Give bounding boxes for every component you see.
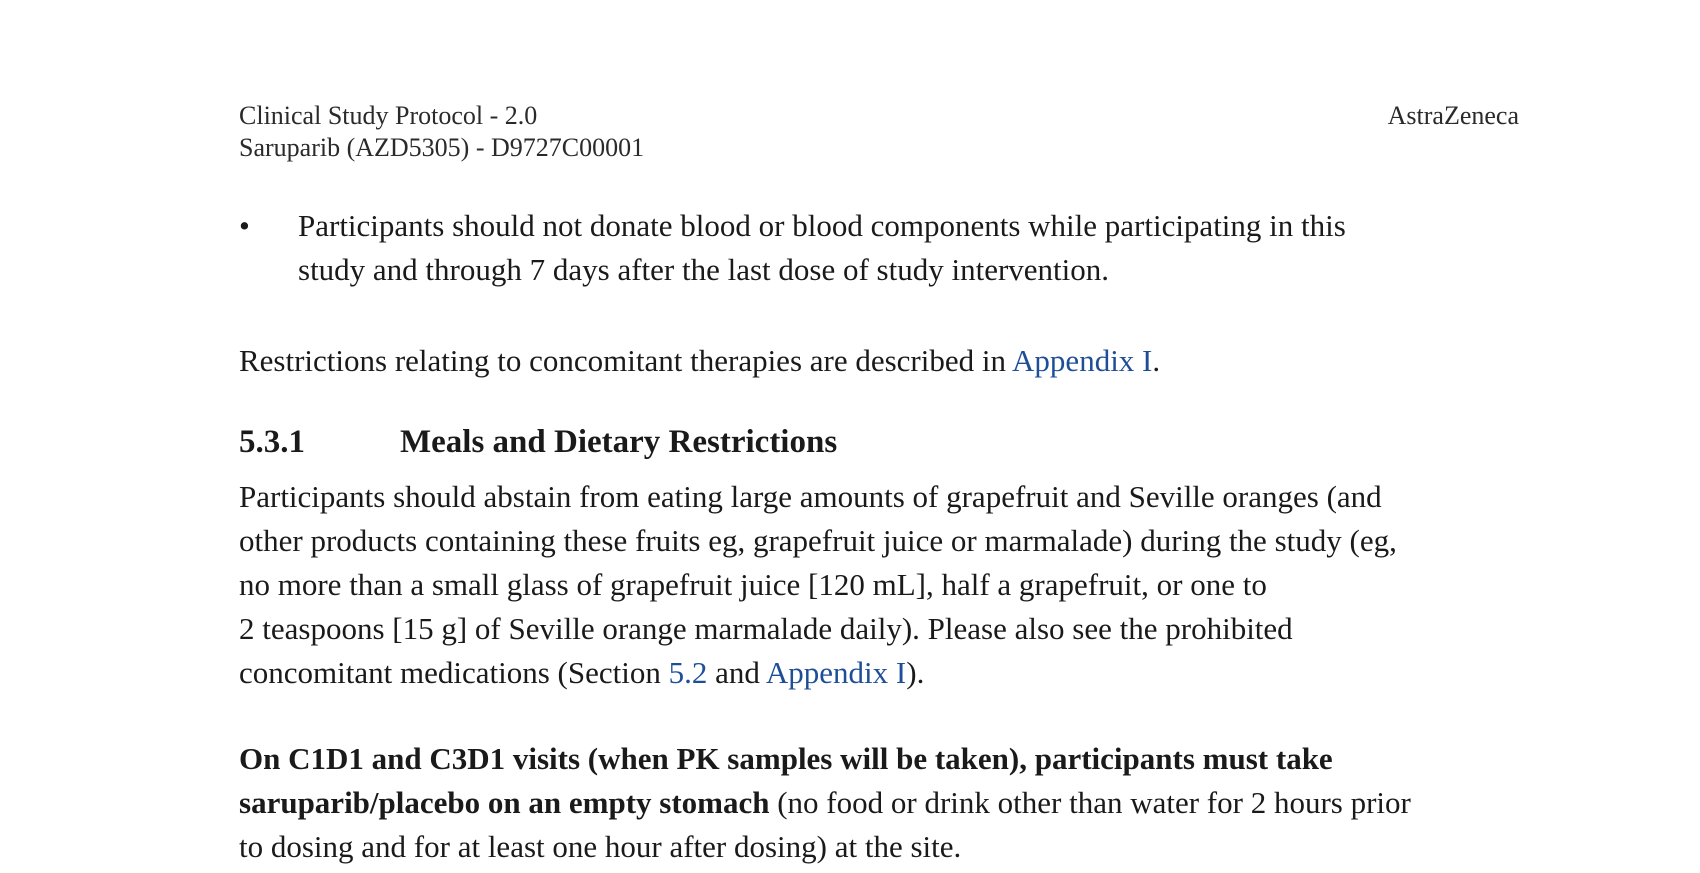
meals-line: Participants should abstain from eating large amounts of grapefruit and Seville oranges (and [239, 479, 1382, 514]
meals-line: no more than a small glass of grapefruit juice [120 mL], half a grapefruit, or one to [239, 567, 1267, 602]
bullet-icon: • [239, 208, 250, 243]
section-title: Meals and Dietary Restrictions [400, 424, 838, 460]
section-number: 5.3.1 [239, 424, 305, 460]
pk-paragraph [239, 737, 1529, 869]
meals-line [239, 651, 1529, 695]
section-heading [239, 420, 837, 464]
meals-paragraph [239, 475, 1529, 695]
restrictions-text: Restrictions relating to concomitant therapies are described in [239, 343, 1013, 378]
bullet-line: study and through 7 days after the last dose of study intervention. [298, 252, 1110, 287]
bullet-line: Participants should not donate blood or blood components while participating in this [298, 208, 1346, 243]
meals-text: and [707, 655, 766, 690]
meals-line: other products containing these fruits eg, grapefruit juice or marmalade) during the study (eg, [239, 523, 1397, 558]
pk-text: (no food or drink other than water for 2 hours prior [769, 785, 1411, 820]
pk-line [239, 781, 1529, 825]
bullet-item-blood-donation [239, 204, 1519, 292]
bullet-text [298, 204, 1519, 292]
pk-bold-text: saruparib/placebo on an empty stomach [239, 785, 770, 820]
restrictions-paragraph [239, 339, 1529, 383]
pk-line: to dosing and for at least one hour after dosing) at the site. [239, 829, 962, 864]
appendix-i-link[interactable]: Appendix I [1012, 343, 1153, 378]
appendix-i-link[interactable]: Appendix I [765, 655, 907, 690]
header-protocol-title: Clinical Study Protocol - 2.0 [239, 101, 538, 130]
page-header [239, 100, 1519, 164]
header-drug-code: Saruparib (AZD5305) - D9727C00001 [239, 133, 645, 162]
header-company: AstraZeneca [1387, 101, 1519, 130]
pk-bold-line: On C1D1 and C3D1 visits (when PK samples will be taken), participants must take [239, 741, 1333, 776]
section-5-2-link[interactable]: 5.2 [668, 655, 708, 690]
restrictions-period: . [1152, 343, 1161, 378]
meals-line: 2 teaspoons [15 g] of Seville orange marmalade daily). Please also see the prohibited [239, 611, 1293, 646]
meals-text: concomitant medications (Section [239, 655, 669, 690]
meals-text: ). [906, 655, 925, 690]
